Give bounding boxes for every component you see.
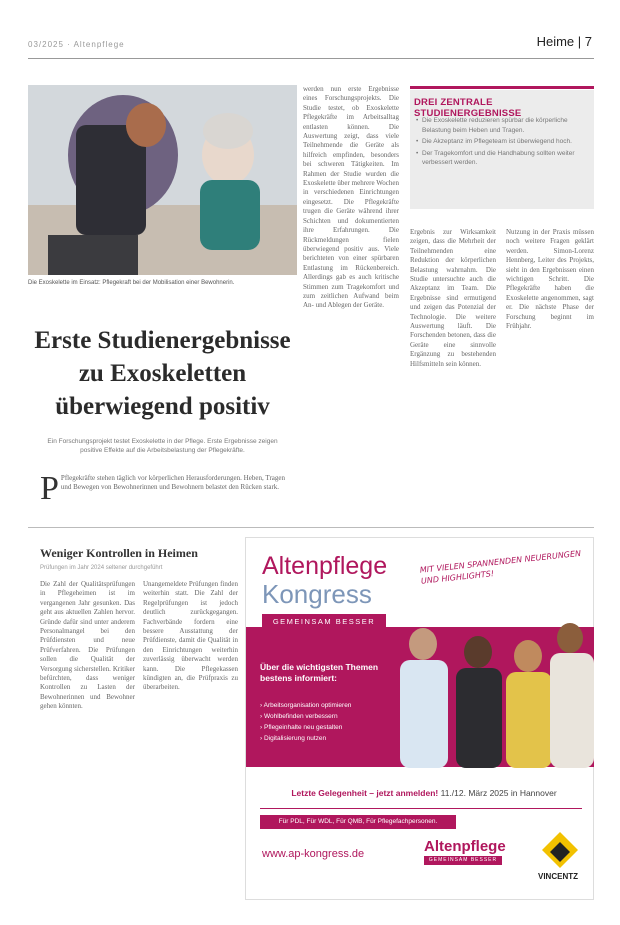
infobox-item: • Der Tragekomfort und die Handhabung sollten weiter verbessert werden. [416, 149, 588, 168]
ad-topic: › Arbeitsorganisation optimieren [260, 702, 352, 709]
infobox-list [416, 116, 588, 170]
ad-slogan: MIT VIELEN SPANNENDEN NEUERUNGEN UND HIGHLIGHTS! [419, 548, 582, 586]
running-head: 03/2025 · Altenpflege [28, 40, 125, 49]
vincentz-logo-icon [540, 830, 580, 870]
second-column-1: Die Zahl der Qualitätsprüfungen in Pflegeheimen ist im vergangenen Jahr gesunken. Das geht aus aktuellen Zahlen hervor. Gründe dafür sind unter anderem Personalmangel bei den Prüfdiensten und neue Prüfverfahren. Die Prüfungen sollen die Qualität der Versorgung sicherstellen. Kritiker befürchten, dass weniger Kontrollen zu Lasten der Bewohnerinnen und Bewohner gehen könnten. [40, 580, 135, 711]
headline-line: überwiegend positiv [55, 393, 270, 420]
second-headline: Weniger Kontrollen in Heimen [40, 546, 198, 560]
ad-divider [260, 808, 582, 809]
ad-topic: › Wohlbefinden verbessern [260, 713, 338, 720]
headline-line: Erste Studienergebnisse [34, 327, 291, 354]
article-deck: Ein Forschungsprojekt testet Exoskelette in der Pflege. Erste Ergebnisse zeigen positive Effekte auf die Arbeitsbelastung der Pflegekräfte. [47, 438, 278, 454]
second-subhead: Prüfungen im Jahr 2024 seltener durchgeführt [40, 565, 163, 571]
ad-topic: › Pflegeinhalte neu gestalten [260, 724, 343, 731]
infobox-item: • Die Akzeptanz im Pflegeteam ist überwiegend hoch. [416, 137, 588, 147]
ad-people-photo [388, 616, 594, 768]
article-lead [40, 474, 285, 524]
ad-band: GEMEINSAM BESSER [262, 614, 386, 630]
ad-date: 11./12. März 2025 in Hannover [440, 788, 557, 798]
header-rule [28, 58, 594, 59]
section-label: Heime | 7 [536, 34, 592, 49]
section-divider [28, 527, 594, 528]
infobox-rule [410, 86, 594, 89]
ad-title-line1: Altenpflege [262, 552, 388, 580]
ad-date-prefix: Letzte Gelegenheit – jetzt anmelden! [291, 788, 439, 798]
article-column-2: werden nun erste Ergebnisse eines Forschungsprojekts. Die Studie testet, ob Exoskelette Pflegekräfte im Arbeitsalltag entlasten können. Die Auswertung zeigt, dass viele Teilnehmende die Geräte als hilfreich empfinden, besonders bei schweren Tätigkeiten. Im Rahmen der Studie wurden die Exoskelette über mehrere Wochen in verschiedenen Einrichtungen eingesetzt. Die Pflegekräfte trugen die Geräte während ihrer Schichten und dokumentierten ihre Erfahrungen. Die Rückmeldungen fielen überwiegend positiv aus. Viele berichteten von einer spürbaren Entlastung im Rückenbereich. Allerdings gab es auch kritische Stimmen zum Tragekomfort und zum zeitlichen Aufwand beim An- und Ablegen der Geräte. [303, 85, 399, 310]
article-column-4: Nutzung in der Praxis müssen noch weitere Fragen geklärt werden. Simon-Lorenz Hennberg, Leiter des Projekts, sieht in den Ergebnissen einen wichtigen Schritt. Die Pflegekräfte haben die Exoskelette angenommen, sagt er. Die nächste Phase der Forschung beginnt im Frühjahr. [506, 228, 594, 331]
publisher-name: VINCENTZ [538, 872, 578, 881]
ad-target-audience: Für PDL, Für WDL, Für QMB, Für Pflegefachpersonen. [260, 815, 456, 829]
ad-title-line2: Kongress [262, 579, 372, 609]
photo-illustration [28, 85, 297, 275]
article-column-3: Ergebnis zur Wirksamkeit zeigen, dass die Mehrheit der Teilnehmenden eine Reduktion der körperlichen Belastung wahrnahm. Die Studie untersuchte auch die Akzeptanz im Team. Die Ergebnisse sind ermutigend und zeigen das Potenzial der Technologie. Die weitere Auswertung läuft. Die Forschenden betonen, dass die Geräte eine sinnvolle Ergänzung zu bestehenden Hilfsmitteln sein können. [410, 228, 496, 368]
drop-cap: P [40, 474, 59, 507]
ad-panel-title: Über die wichtigsten Themen bestens informiert: [260, 662, 379, 683]
ad-url-link[interactable]: www.ap-kongress.de [262, 848, 365, 860]
ad-topic-list [260, 702, 380, 746]
lead-text: Pflegekräfte stehen täglich vor körperlichen Herausforderungen. Heben, Tragen und Bewegen von Bewohnerinnen und Bewohnern belastet den Rücken stark. [60, 474, 285, 492]
article-photo [28, 85, 297, 275]
ad-logo-sub: GEMEINSAM BESSER [424, 856, 502, 865]
infobox-title: DREI ZENTRALE STUDIENERGEBNISSE [414, 97, 522, 119]
article-headline [28, 324, 297, 423]
section-name: Heime [536, 34, 575, 49]
ad-date-line [256, 788, 592, 798]
headline-line: zu Exoskeletten [78, 360, 247, 387]
second-column-2: Unangemeldete Prüfungen finden weiterhin statt. Die Zahl der Regelprüfungen ist jedoch deutlich zurückgegangen. Fachverbände fordern eine bessere Ausstattung der Prüfdienste, damit die Qualität in den Einrichtungen weiterhin zuverlässig überwacht werden kann. Die Pflegekassen kündigten an, die Prüfpraxis zu überarbeiten. [143, 580, 238, 692]
ad-logo-word: Altenpflege [424, 838, 506, 855]
photo-caption: Die Exoskelette im Einsatz: Pflegekraft bei der Mobilisation einer Bewohnerin. [28, 280, 235, 286]
page-number: 7 [584, 34, 592, 49]
ad-topic: › Digitalisierung nutzen [260, 735, 327, 742]
infobox-item: • Die Exoskelette reduzieren spürbar die körperliche Belastung beim Heben und Tragen. [416, 116, 588, 135]
people-illustration [388, 616, 594, 768]
